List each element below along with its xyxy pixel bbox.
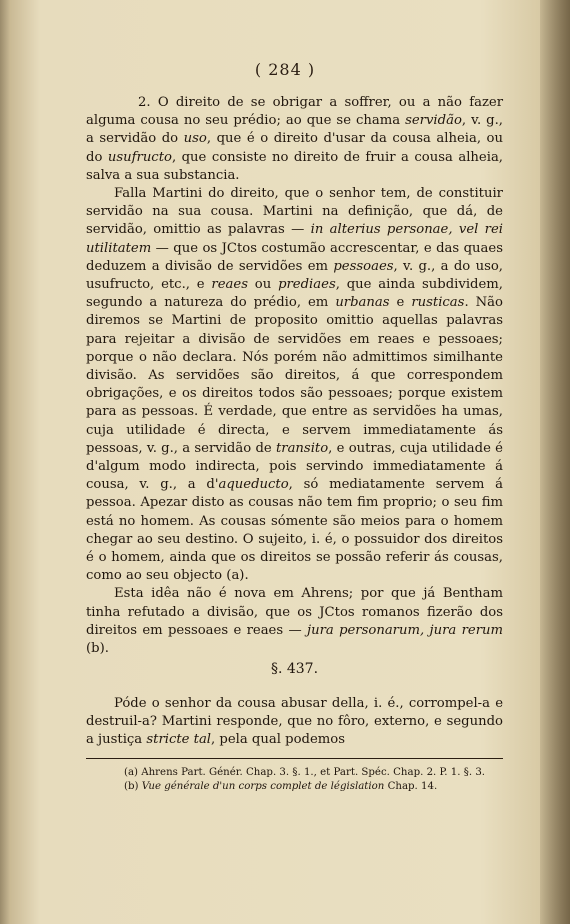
body-text xyxy=(86,94,503,749)
text-run: , v. g., a servidão do xyxy=(86,113,503,147)
text-run: , e outras, cuja utilidade é d'algum modo indirecta, pois servindo immediatamente á cousa, v. g., a d' xyxy=(86,440,503,493)
italic-text: stricte tal xyxy=(146,731,212,747)
italic-text: urbanas xyxy=(335,295,390,311)
italic-text: uso xyxy=(183,131,207,147)
text-run: — que os JCtos costumão accrescentar, e das quaes deduzem a divisão de servidões em xyxy=(86,240,503,274)
section-heading: §. 437. xyxy=(270,661,319,678)
italic-text: transito xyxy=(275,440,329,456)
italic-text: servidão xyxy=(405,113,462,129)
text-run: , v. g., a do uso, usufructo, etc., e xyxy=(86,258,503,293)
text-run: (a) Ahrens Part. Génér. Chap. 3. §. 1., et Part. Spéc. Chap. 2. P. 1. §. 3. xyxy=(124,767,486,778)
text-run: e xyxy=(389,295,412,311)
text-run: Esta idêa não é nova em Ahrens; por que já Bentham tinha refutado a divisão, que os JCtos romanos fizerão dos direitos em pessoaes e reaes — xyxy=(86,586,503,638)
page-gutter-shadow xyxy=(540,0,570,924)
italic-text: in alterius personae, vel rei utilitatem xyxy=(86,222,503,256)
text-run: Falla Martini do direito, que o senhor tem, de constituir servidão na sua cousa. Martini na definição, que dá, de servidão, omittio as palavras — xyxy=(86,186,503,238)
text-run: , só mediatamente servem á pessoa. Apezar disto as cousas não tem fim proprio; o seu fim está no homem. As cousas sómente são meios para o homem chegar ao seu destino. O sujeito, i. é, o possuidor dos direitos é o homem, ainda que os direitos se possão referir ás cousas, como ao seu objecto (a). xyxy=(86,477,503,584)
paragraph-1 xyxy=(86,94,503,185)
text-run: , que é o direito d'usar da cousa alheia, ou do xyxy=(86,131,503,165)
paragraph-2 xyxy=(86,185,503,585)
italic-text: prediaes xyxy=(278,277,336,293)
text-run: Póde o senhor da cousa abusar della, i. é., corrompel-a e destruil-a? Martini responde, que no fôro, externo, e segundo a justiça xyxy=(86,695,503,747)
text-run: ou xyxy=(247,277,279,293)
italic-text: reaes xyxy=(211,277,248,293)
text-run: (b) xyxy=(124,781,142,792)
page-number: ( 284 ) xyxy=(254,60,316,79)
text-run: 2. O direito de se obrigar a soffrer, ou a não fazer alguma cousa no seu prédio; ao que se chama xyxy=(86,95,503,129)
italic-text: aqueducto xyxy=(218,477,289,493)
text-run: Chap. 14. xyxy=(384,781,438,792)
italic-text: usufructo xyxy=(107,149,172,165)
italic-text: jura personarum, jura rerum xyxy=(306,622,503,638)
footnote-a xyxy=(86,766,503,780)
footnotes xyxy=(86,766,503,794)
text-run: (b). xyxy=(86,641,109,657)
text-run: , que consiste no direito de fruir a cousa alheia, salva a sua substancia. xyxy=(86,149,503,183)
footnote-rule xyxy=(86,758,503,759)
text-run: , pela qual podemos xyxy=(211,731,345,747)
italic-text: rusticas xyxy=(411,295,465,311)
italic-text: Vue générale d'un corps complet de législation xyxy=(141,781,385,792)
footnote-b xyxy=(86,780,503,794)
paragraph-4 xyxy=(86,695,503,750)
text-run: . Não diremos se Martini de proposito omittio aquellas palavras para rejeitar a divisão de servidões em reaes e pessoaes; porque o não declara. Nós porém não admittimos similhante divisão. As servidões são direitos, á que correspondem obrigações, e os direitos todos são pessoaes; porque existem para as pessoas. É verdade, que entre as servidões ha umas, cuja utilidade é directa, e servem immediatamente ás pessoas, v. g., a servidão de xyxy=(86,295,503,456)
paragraph-3 xyxy=(86,585,503,658)
italic-text: pessoaes xyxy=(333,258,394,274)
text-run: , que ainda subdividem, segundo a natureza do prédio, em xyxy=(86,277,503,311)
